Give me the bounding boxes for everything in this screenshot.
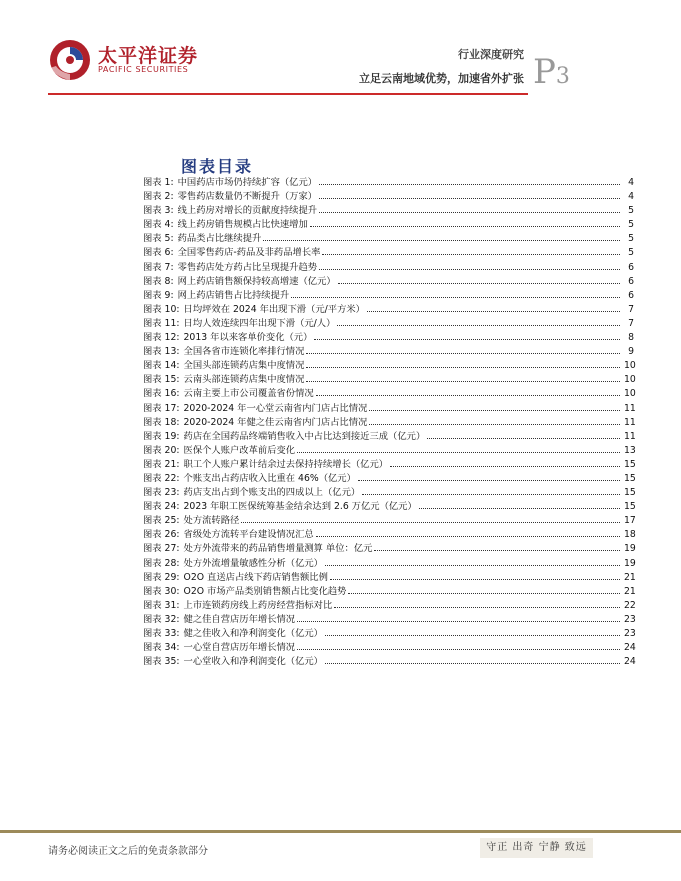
toc-entry[interactable] (143, 190, 634, 204)
toc-entry-page: 5 (628, 205, 634, 217)
toc-entry-title: 2020-2024 年健之佳云南省内门店占比情况 (183, 416, 368, 428)
toc-entry-title: 2013 年以来客单价变化（元） (183, 332, 313, 344)
toc-entry-page: 11 (624, 416, 636, 428)
toc-entry[interactable] (143, 246, 634, 260)
toc-entry-title: 全国头部连锁药店集中度情况 (183, 360, 305, 372)
toc-entry-title: 药店在全国药品终端销售收入中占比达到接近三成（亿元） (183, 430, 426, 442)
company-logo (48, 38, 199, 84)
toc-entry-page: 15 (624, 458, 636, 470)
toc-entry-leader (319, 197, 620, 199)
toc-entry-label: 图表 10: (143, 303, 180, 315)
toc-entry-title: 职工个人账户累计结余过去保持持续增长（亿元） (183, 458, 389, 470)
toc-entry-leader (306, 352, 620, 354)
toc-entry[interactable] (143, 627, 634, 641)
toc-entry-leader (334, 606, 620, 608)
toc-entry-label: 图表 22: (143, 472, 180, 484)
toc-entry-label: 图表 28: (143, 557, 180, 569)
toc-entry-title: 健之佳收入和净利润变化（亿元） (183, 628, 323, 639)
toc-entry-leader (319, 183, 620, 185)
toc-entry-page: 19 (624, 557, 636, 569)
toc-entry-label: 图表 32: (143, 613, 180, 625)
toc-entry-label: 图表 19: (143, 430, 180, 442)
toc-entry-page: 4 (628, 177, 634, 188)
toc-entry[interactable] (143, 557, 634, 571)
toc-entry-page: 6 (628, 261, 634, 273)
toc-entry-leader (319, 211, 620, 213)
toc-entry-label: 图表 30: (143, 585, 180, 597)
toc-entry-title: 云南主要上市公司覆盖省份情况 (183, 388, 314, 400)
toc-entry-label: 图表 11: (143, 317, 180, 329)
toc-entry-title: 全国零售药店-药品及非药品增长率 (177, 247, 321, 259)
logo-english-name: PACIFIC SECURITIES (98, 65, 189, 74)
page-number: 3 (555, 64, 570, 89)
toc-entry[interactable] (143, 613, 634, 627)
toc-entry-page: 15 (624, 487, 636, 499)
toc-entry[interactable] (143, 218, 634, 232)
toc-entry[interactable] (143, 641, 634, 655)
toc-entry-page: 8 (628, 332, 634, 344)
toc-entry-page: 21 (624, 585, 636, 597)
toc-entry-leader (263, 239, 620, 241)
toc-entry-page: 7 (628, 317, 634, 329)
footer-motto: 守正 出奇 宁静 致远 (480, 838, 593, 858)
toc-entry-title: 健之佳自营店历年增长情况 (183, 613, 296, 625)
header-rule (48, 93, 528, 95)
toc-entry-leader (325, 564, 620, 566)
toc-entry-leader (316, 535, 620, 537)
toc-entry-title: 全国各省市连锁化率排行情况 (183, 346, 305, 358)
toc-entry-leader (338, 282, 620, 284)
toc-entry-page: 5 (628, 247, 634, 259)
toc-entry-page: 21 (624, 571, 636, 583)
toc-entry-title: 药品类占比继续提升 (177, 233, 262, 245)
toc-entry-leader (419, 507, 620, 509)
toc-entry-page: 19 (624, 543, 636, 555)
toc-entry-label: 图表 4: (143, 219, 174, 231)
toc-entry-title: 日均人效连续四年出现下滑（元/人） (183, 317, 336, 329)
toc-entry-title: O2O 市场产品类别销售额占比变化趋势 (183, 585, 347, 597)
toc-entry-page: 10 (624, 374, 636, 386)
toc-entry-leader (390, 465, 620, 467)
toc-entry-title: 省级处方流转平台建设情况汇总 (183, 529, 314, 541)
footer-rule (0, 830, 681, 833)
toc-entry-title: O2O 直送店占线下药店销售额比例 (183, 571, 328, 583)
toc-entry-leader (297, 620, 620, 622)
toc-entry-label: 图表 20: (143, 444, 180, 456)
toc-entry[interactable] (143, 275, 634, 289)
toc-entry-title: 一心堂自营店历年增长情况 (183, 642, 296, 654)
toc-entry-page: 23 (624, 628, 636, 639)
report-subtitle: 立足云南地域优势，加速省外扩张 (359, 72, 524, 85)
toc-entry-page: 11 (624, 430, 636, 442)
toc-entry[interactable] (143, 232, 634, 246)
toc-entry-leader (310, 225, 620, 227)
toc-entry-label: 图表 35: (143, 656, 180, 668)
toc-entry-label: 图表 8: (143, 275, 174, 287)
toc-entry-page: 24 (624, 642, 636, 654)
toc-entry-label: 图表 31: (143, 599, 180, 611)
toc-entry-page: 6 (628, 275, 634, 287)
toc-entry-leader (314, 338, 620, 340)
page-marker (533, 52, 570, 92)
toc-entry-leader (306, 380, 620, 382)
toc-entry-title: 一心堂收入和净利润变化（亿元） (183, 656, 323, 668)
toc-entry[interactable] (143, 444, 634, 458)
toc-entry[interactable] (143, 204, 634, 218)
toc-entry-title: 上市连锁药房线上药房经营指标对比 (183, 599, 333, 611)
toc-entry[interactable] (143, 528, 634, 542)
toc-entry[interactable] (143, 303, 634, 317)
toc-entry-label: 图表 2: (143, 191, 174, 203)
toc-entry-leader (348, 592, 620, 594)
toc-entry-page: 24 (624, 656, 636, 668)
toc-entry-title: 个账支出占药店收入比重在 46%（亿元） (183, 472, 356, 484)
toc-entry-title: 零售药店数量仍不断提升（万家） (177, 191, 318, 203)
toc-entry[interactable] (143, 542, 634, 556)
toc-entry-page: 5 (628, 233, 634, 245)
toc-entry-page: 6 (628, 289, 634, 301)
toc-entry-page: 15 (624, 501, 636, 513)
toc-entry[interactable] (143, 345, 634, 359)
toc-entry-label: 图表 13: (143, 346, 180, 358)
toc-entry-leader (369, 423, 620, 425)
toc-entry-page: 18 (624, 529, 636, 541)
toc-entry-label: 图表 12: (143, 332, 180, 344)
toc-entry-title: 云南头部连锁药店集中度情况 (183, 374, 305, 386)
toc-entry[interactable] (143, 514, 634, 528)
toc-entry-page: 9 (628, 346, 634, 358)
toc-entry[interactable] (143, 261, 634, 275)
toc-entry-leader (306, 366, 620, 368)
toc-entry-label: 图表 15: (143, 374, 180, 386)
toc-entry-leader (337, 324, 620, 326)
toc-entry-title: 2023 年职工医保统筹基金结余达到 2.6 万亿元（亿元） (183, 501, 417, 513)
toc-entry[interactable] (143, 500, 634, 514)
toc-list (143, 176, 634, 669)
toc-entry-leader (362, 493, 620, 495)
toc-entry-label: 图表 14: (143, 360, 180, 372)
toc-entry[interactable] (143, 176, 634, 190)
toc-entry[interactable] (143, 402, 634, 416)
toc-entry-title: 网上药店销售占比持续提升 (177, 289, 290, 301)
toc-entry-page: 22 (624, 599, 636, 611)
toc-entry-label: 图表 9: (143, 289, 174, 301)
toc-entry[interactable] (143, 458, 634, 472)
toc-entry-label: 图表 25: (143, 515, 180, 527)
toc-entry-label: 图表 29: (143, 571, 180, 583)
toc-entry[interactable] (143, 331, 634, 345)
toc-entry[interactable] (143, 317, 634, 331)
toc-entry-page: 23 (624, 613, 636, 625)
toc-entry-page: 4 (628, 191, 634, 203)
report-type: 行业深度研究 (458, 48, 524, 61)
toc-entry[interactable] (143, 416, 634, 430)
toc-entry-title: 处方外流带来的药品销售增量测算 单位：亿元 (183, 543, 373, 555)
toc-entry-leader (291, 296, 620, 298)
toc-entry-title: 处方流转路径 (183, 515, 240, 527)
toc-entry-page: 15 (624, 472, 636, 484)
toc-entry[interactable] (143, 585, 634, 599)
toc-entry[interactable] (143, 289, 634, 303)
toc-entry-page: 5 (628, 219, 634, 231)
toc-entry-page: 17 (624, 515, 636, 527)
toc-entry-title: 中国药店市场仍持续扩容（亿元） (177, 177, 318, 188)
page-letter: P (533, 52, 556, 92)
toc-entry-leader (374, 549, 620, 551)
toc-entry-leader (325, 662, 620, 664)
toc-entry-label: 图表 23: (143, 487, 180, 499)
toc-entry-label: 图表 7: (143, 261, 174, 273)
toc-entry-page: 10 (624, 360, 636, 372)
toc-entry-title: 网上药店销售额保持较高增速（亿元） (177, 275, 336, 287)
toc-entry[interactable] (143, 373, 634, 387)
toc-entry-title: 零售药店处方药占比呈现提升趋势 (177, 261, 318, 273)
toc-entry-label: 图表 21: (143, 458, 180, 470)
toc-entry[interactable] (143, 486, 634, 500)
toc-entry-page: 10 (624, 388, 636, 400)
toc-entry-leader (325, 634, 620, 636)
toc-entry-label: 图表 33: (143, 628, 180, 639)
toc-entry[interactable] (143, 655, 634, 669)
toc-entry-leader (358, 479, 620, 481)
toc-entry-leader (322, 253, 620, 255)
toc-entry[interactable] (143, 430, 634, 444)
toc-entry[interactable] (143, 571, 634, 585)
toc-entry-leader (316, 394, 620, 396)
toc-entry-title: 日均坪效在 2024 年出现下滑（元/平方米） (183, 303, 365, 315)
toc-entry[interactable] (143, 387, 634, 401)
toc-entry-leader (369, 409, 620, 411)
toc-entry-label: 图表 34: (143, 642, 180, 654)
toc-entry-label: 图表 17: (143, 402, 180, 414)
toc-entry-label: 图表 27: (143, 543, 180, 555)
toc-entry-label: 图表 24: (143, 501, 180, 513)
toc-entry-page: 7 (628, 303, 634, 315)
toc-entry-leader (330, 578, 620, 580)
toc-entry-title: 药店支出占到个账支出的四成以上（亿元） (183, 487, 361, 499)
toc-entry[interactable] (143, 472, 634, 486)
toc-entry-label: 图表 26: (143, 529, 180, 541)
toc-title: 图表目录 (181, 157, 254, 176)
toc-entry-title: 医保个人账户改革前后变化 (183, 444, 296, 456)
toc-entry-leader (427, 437, 620, 439)
toc-entry-leader (319, 268, 620, 270)
pacific-securities-logo-icon (48, 38, 92, 82)
toc-entry-page: 13 (624, 444, 636, 456)
toc-entry-leader (297, 648, 620, 650)
toc-entry-label: 图表 18: (143, 416, 180, 428)
footer-disclaimer: 请务必阅读正文之后的免责条款部分 (48, 846, 208, 857)
toc-entry-leader (297, 451, 620, 453)
toc-entry[interactable] (143, 359, 634, 373)
toc-entry-title: 2020-2024 年一心堂云南省内门店占比情况 (183, 402, 368, 414)
logo-chinese-name: 太平洋证券 (98, 45, 199, 67)
toc-entry-label: 图表 6: (143, 247, 174, 259)
toc-entry-leader (367, 310, 620, 312)
toc-entry-title: 线上药房对增长的贡献度持续提升 (177, 205, 318, 217)
toc-entry-label: 图表 1: (143, 177, 174, 188)
toc-entry-page: 11 (624, 402, 636, 414)
toc-entry-title: 线上药房销售规模占比快速增加 (177, 219, 308, 231)
toc-entry[interactable] (143, 599, 634, 613)
toc-entry-title: 处方外流增量敏感性分析（亿元） (183, 557, 323, 569)
toc-entry-label: 图表 16: (143, 388, 180, 400)
toc-entry-leader (241, 521, 620, 523)
toc-entry-label: 图表 3: (143, 205, 174, 217)
toc-entry-label: 图表 5: (143, 233, 174, 245)
